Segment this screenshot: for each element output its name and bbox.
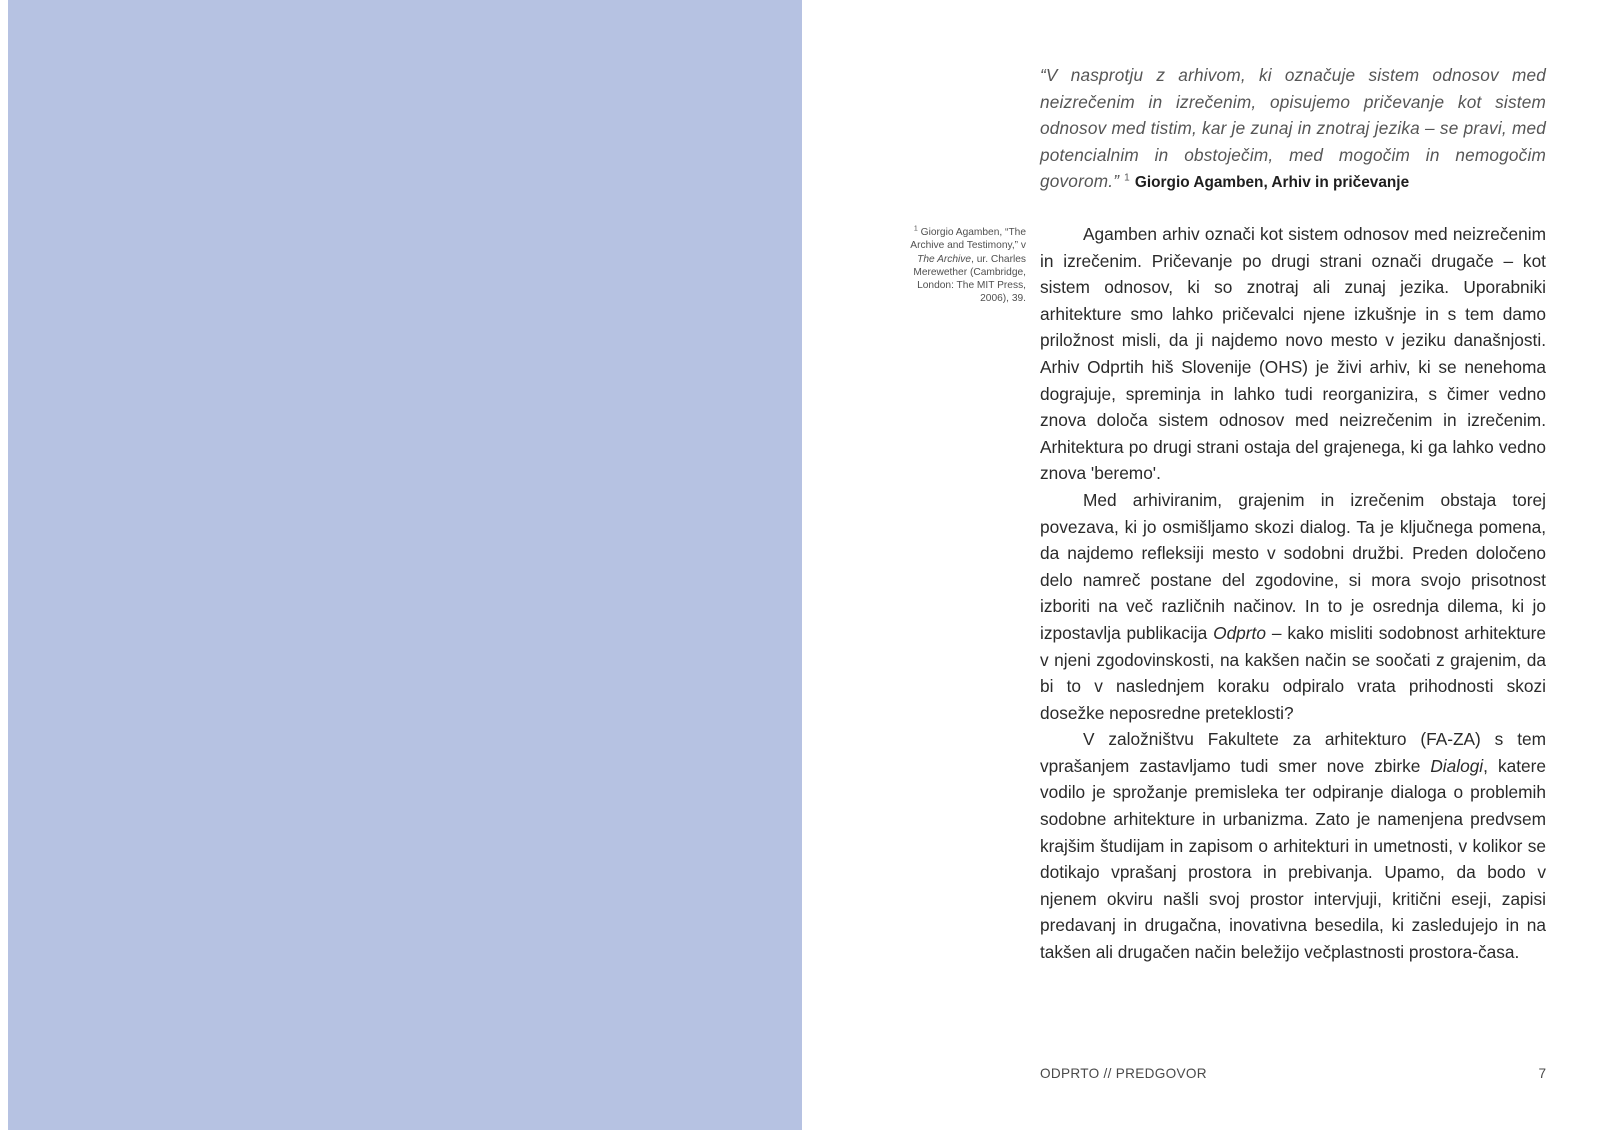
footnote-details: , ur. Charles Merewether (Cambridge, London: The MIT Press, 2006), 39. <box>913 253 1026 305</box>
left-page-color-panel <box>8 0 802 1130</box>
epigraph-footnote-ref[interactable]: 1 <box>1124 172 1130 184</box>
footnote-number: 1 <box>913 225 918 233</box>
paragraph-3-part-a: V založništvu Fakultete za arhitekturo (FA-ZA) s tem vprašanjem zastavljamo tudi smer nove zbirke <box>1040 729 1546 776</box>
paragraph-2-part-b: – kako misliti sodobnost arhitekture v njeni zgodovinskosti, na kakšen način se soočati z grajenim, da bi to v naslednjem koraku odpiralo vrata prihodnosti skozi dosežke neposredne preteklosti? <box>1040 622 1546 723</box>
epigraph-attribution: Giorgio Agamben, Arhiv in pričevanje <box>1134 174 1410 192</box>
footnote-author: Giorgio Agamben, “The Archive and Testimony,” v <box>910 227 1026 252</box>
series-title: Dialogi <box>1430 755 1484 776</box>
paragraph-3 <box>1040 726 1546 965</box>
running-head: ODPRTO // PREDGOVOR <box>1040 1066 1207 1081</box>
epigraph-quote: “V nasprotju z arhivom, ki označuje sistem odnosov med neizrečenim in izrečenim, opisujemo pričevanje kot sistem odnosov med tistim, kar je zunaj in znotraj jezika – se pravi, med potencialnim in obstoječim, med mogočim in nemogočim govorom.” <box>1040 65 1546 192</box>
side-footnote <box>900 226 1026 306</box>
paragraph-2 <box>1040 487 1546 726</box>
page-gutter-edge <box>0 0 8 1130</box>
footnote-book-title: The Archive <box>917 253 972 265</box>
paragraph-1: Agamben arhiv označi kot sistem odnosov med neizrečenim in izrečenim. Pričevanje po drugi strani označi drugače – kot sistem odnosov, ki so znotraj ali zunaj jezika. Uporabniki arhitekture smo lahko pričevalci njene izkušnje in s tem damo priložnost misli, da ji najdemo novo mesto v jeziku današnjosti. Arhiv Odprtih hiš Slovenije (OHS) je živi arhiv, ki se nenehoma dograjuje, spreminja in lahko tudi reorganizira, s čimer vedno znova določa sistem odnosov med neizrečenim in izrečenim. Arhitektura po drugi strani ostaja del grajenega, ki ga lahko vedno znova 'beremo'. <box>1040 224 1546 484</box>
epigraph <box>1040 62 1546 197</box>
publication-title: Odprto <box>1213 622 1266 643</box>
paragraph-2-part-a: Med arhiviranim, grajenim in izrečenim obstaja torej povezava, ki jo osmišljamo skozi dialog. Ta je ključnega pomena, da najdemo refleksiji mesto v sodobni družbi. Preden določeno delo namreč postane del zgodovine, si mora svojo prisotnost izboriti na več različnih načinov. In to je osrednja dilema, ki jo izpostavlja publikacija <box>1040 489 1546 643</box>
page-number: 7 <box>1538 1066 1546 1081</box>
paragraph-3-part-b: , katere vodilo je sprožanje premisleka ter odpiranje dialoga o problemih sodobne arhitekture in urbanizma. Zato je namenjena predvsem krajšim študijam in zapisom o arhitekturi in umetnosti, v kolikor se dotikajo vprašanj prostora in prebivanja. Upamo, da bodo v njenem okviru našli svoj prostor intervjuji, kritični eseji, zapisi predavanj in drugačna, inovativna besedila, ki zasledujejo in na takšen ali drugačen način beležijo večplastnosti prostora-časa. <box>1040 755 1546 963</box>
body-text <box>1040 221 1546 966</box>
